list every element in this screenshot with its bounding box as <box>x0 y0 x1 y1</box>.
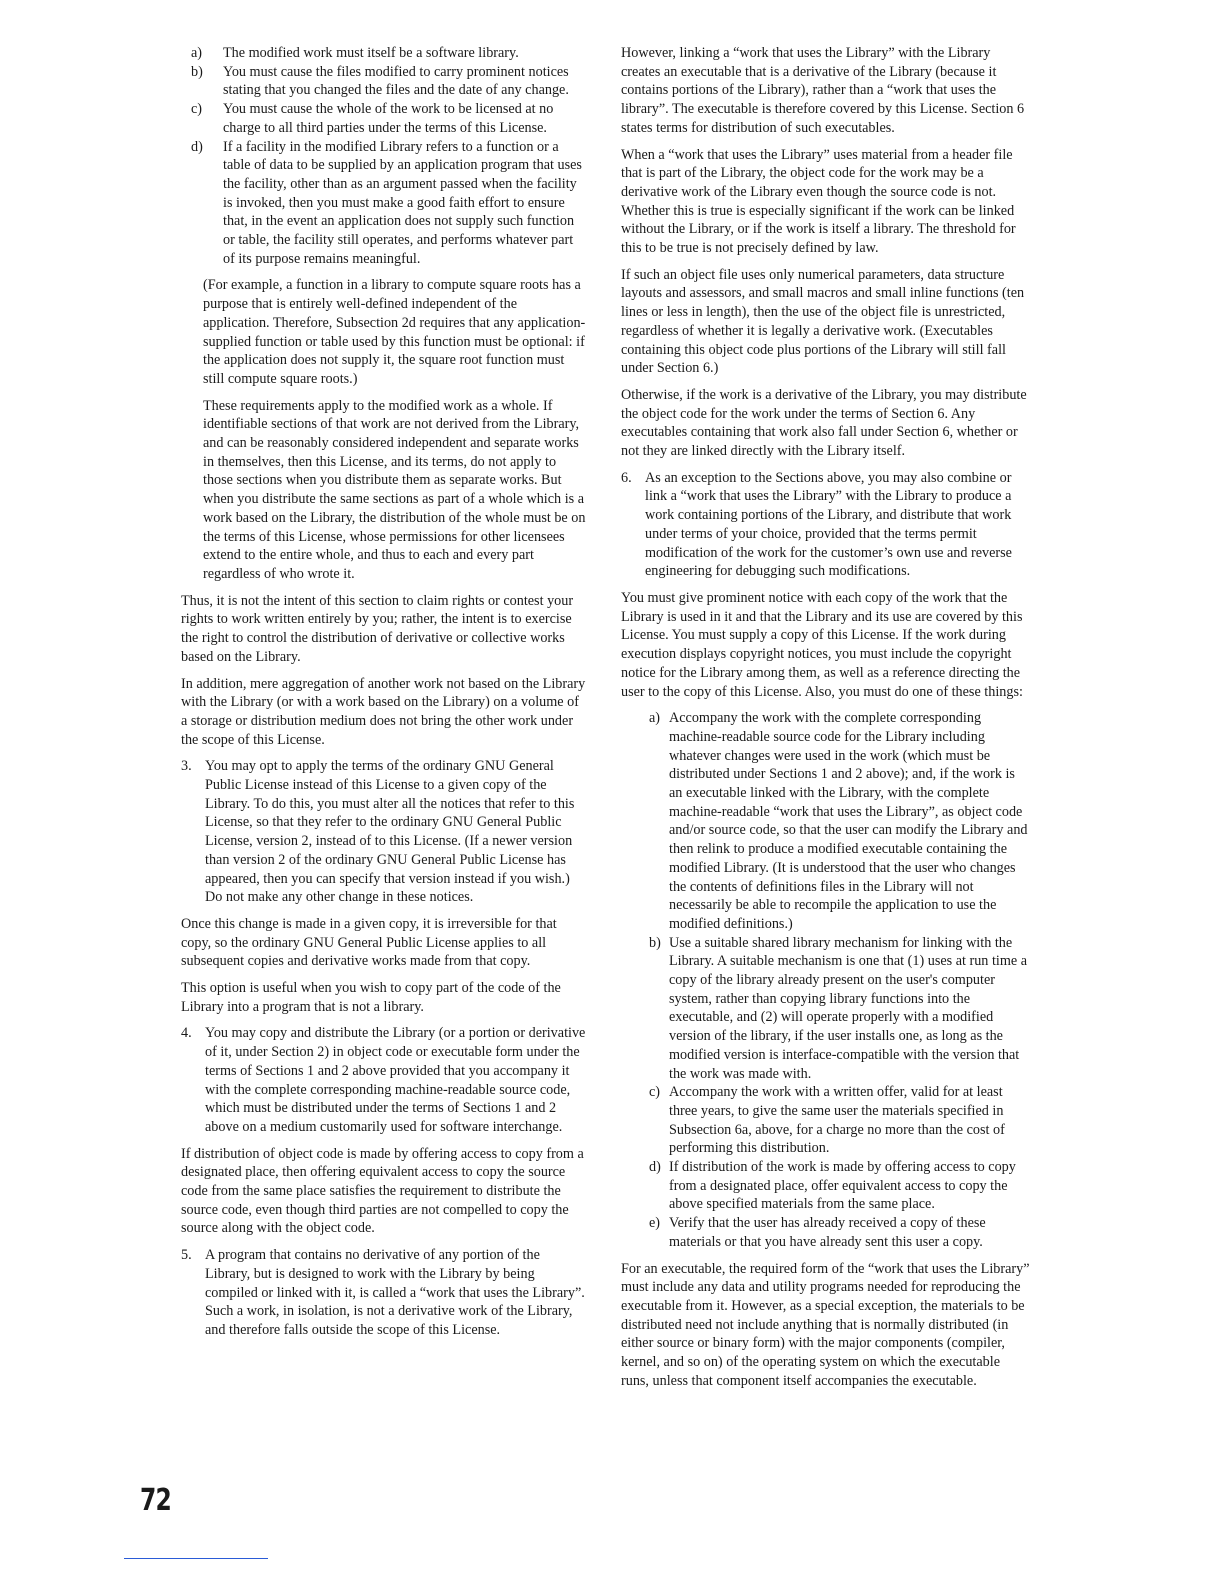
footer-rule <box>124 1558 268 1559</box>
section-4-list <box>181 1024 586 1136</box>
section-6-list <box>621 469 1031 581</box>
list-item-text: If a facility in the modified Library refers to a function or a table of data to be supplied by an application program that uses the facility, other than as an argument passed when the facility is invoked, then you must make a good faith effort to ensure that, in the event an application does not supply such function or table, the facility still operates, and performs whatever part of its purpose remains meaningful. <box>223 138 582 267</box>
list-item-text: Use a suitable shared library mechanism for linking with the Library. A suitable mechanism is one that (1) uses at run time a copy of the library already present on the user's computer system, rather than copying library functions into the executable, and (2) will operate properly with a modified version of the library, if the user installs one, as long as the modified version is interface-compatible with the version that the work was made with. <box>669 934 1028 1082</box>
list-marker: b) <box>649 934 661 951</box>
section-number: 6. <box>621 469 632 486</box>
list-marker: a) <box>191 45 203 61</box>
notice-paragraph: You must give prominent notice with each copy of the work that the Library is used in it and that the Library and its use are covered by this License. You must supply a copy of this License. If the work during execution displays copyright notices, you must include the copyright notice for the Library among them, as well as a reference directing the user to the copy of this License. Also, you must do one of these things: <box>621 589 1023 700</box>
list-item <box>621 1214 1031 1251</box>
list-item <box>181 63 586 100</box>
distribution-paragraph: If distribution of object code is made by offering access to copy from a designated place, then offering equivalent access to copy the source code from the same place satisfies the requirement to distribute the source code, even though third parties are not compelled to copy the source along with the object code. <box>181 1145 584 1237</box>
section-text: You may opt to apply the terms of the ordinary GNU General Public License instead of this License to a given copy of the Library. To do this, you must alter all the notices that refer to this License, so that they refer to the ordinary GNU General Public License, version 2, instead of to this License. (If a newer version than version 2 of the ordinary GNU General Public License has appeared, then you can specify that version instead if you wish.) Do not make any other change in these notices. <box>205 758 575 906</box>
header-file-paragraph: When a “work that uses the Library” uses material from a header file that is part of the Library, the object code for the work may be a derivative work of the Library even though the source code is not. Whether this is true is especially significant if the work can be linked without the Library, or if the work is itself a library. The threshold for this to be true is not precisely defined by law. <box>621 146 1016 257</box>
list-item <box>181 44 586 63</box>
section-number: 4. <box>181 1025 192 1042</box>
list-marker: d) <box>191 138 203 155</box>
list-item <box>621 1083 1031 1158</box>
conditions-list <box>181 44 586 268</box>
section-text: You may copy and distribute the Library (or a portion or derivative of it, under Section 2) in object code or executable form under the terms of Sections 1 and 2 above provided that you accompany it with the complete corresponding machine-readable source code, which must be distributed under the terms of Sections 1 and 2 above on a medium customarily used for software interchange. <box>205 1025 586 1135</box>
section-3-list <box>181 757 586 907</box>
list-item <box>621 1158 1031 1214</box>
list-item-text: You must cause the files modified to carry prominent notices stating that you changed the files and the date of any change. <box>223 63 569 99</box>
section-item-6 <box>621 469 1031 581</box>
aggregation-paragraph: In addition, mere aggregation of another work not based on the Library with the Library (or with a work based on the Library) on a volume of a storage or distribution medium does not bring the other work under the scope of this License. <box>181 675 586 748</box>
section-number: 5. <box>181 1247 192 1264</box>
irreversible-paragraph: Once this change is made in a given copy, it is irreversible for that copy, so the ordinary GNU General Public License applies to all subsequent copies and derivative works made from that copy. <box>181 915 557 970</box>
page-number: 72 <box>140 1483 172 1518</box>
list-marker: d) <box>649 1159 661 1176</box>
list-item <box>621 709 1031 933</box>
options-list <box>621 709 1031 1251</box>
list-item-text: If distribution of the work is made by offering access to copy from a designated place, offer equivalent access to copy the above specified materials from the same place. <box>669 1159 1016 1213</box>
list-item-text: The modified work must itself be a software library. <box>223 45 519 61</box>
list-item <box>181 100 586 137</box>
section-item-4 <box>181 1024 586 1136</box>
list-item <box>621 934 1031 1084</box>
right-column <box>621 44 1031 1399</box>
section-item-3 <box>181 757 586 907</box>
requirements-paragraph: These requirements apply to the modified work as a whole. If identifiable sections of that work are not derived from the Library, and can be reasonably considered independent and separate works in themselves, then this License, and its terms, do not apply to those sections when you distribute them as separate works. But when you distribute the same sections as part of a whole which is a work based on the Library, the distribution of the whole must be on the terms of this License, whose permissions for other licensees extend to the entire whole, and thus to each and every part regardless of who wrote it. <box>203 397 586 582</box>
object-file-paragraph: If such an object file uses only numerical parameters, data structure layouts and assessors, and small macros and small inline functions (ten lines or less in length), then the use of the object file is unrestricted, regardless of whether it is legally a derivative work. (Executables containing this object code plus portions of the Library will still fall under Section 6.) <box>621 266 1025 377</box>
left-column <box>181 44 586 1348</box>
list-marker: e) <box>649 1215 661 1232</box>
section-5-list <box>181 1246 586 1340</box>
list-marker: c) <box>191 101 203 118</box>
linking-paragraph: However, linking a “work that uses the Library” with the Library creates an executable that is a derivative of the Library (because it contains portions of the Library), rather than a “work that uses the library”. The executable is therefore covered by this License. Section 6 states terms for distribution of such executables. <box>621 45 1025 136</box>
list-item-text: Verify that the user has already received a copy of these materials or that you have already sent this user a copy. <box>669 1215 986 1250</box>
intent-paragraph: Thus, it is not the intent of this section to claim rights or contest your rights to work written entirely by you; rather, the intent is to exercise the right to control the distribution of derivative or collective works based on the Library. <box>181 592 574 665</box>
example-paragraph: (For example, a function in a library to compute square roots has a purpose that is entirely well-defined independent of the application. Therefore, Subsection 2d requires that any application-supplied function or table used by this function must be optional: if the application does not supply it, the square root function must still compute square roots.) <box>203 277 586 387</box>
section-item-5 <box>181 1246 586 1340</box>
section-number: 3. <box>181 758 192 775</box>
option-paragraph: This option is useful when you wish to copy part of the code of the Library into a program that is not a library. <box>181 980 561 1015</box>
list-item-text: You must cause the whole of the work to be licensed at no charge to all third parties under the terms of this License. <box>223 101 554 136</box>
section-text: A program that contains no derivative of any portion of the Library, but is designed to work with the Library by being compiled or linked with it, is called a “work that uses the Library”. Such a work, in isolation, is not a derivative work of the Library, and therefore falls outside the scope of this License. <box>205 1247 585 1338</box>
list-marker: b) <box>191 63 203 80</box>
list-item-text: Accompany the work with a written offer, valid for at least three years, to give the same user the materials specified in Subsection 6a, above, for a charge no more than the cost of performing this distribution. <box>669 1084 1005 1157</box>
section-text: As an exception to the Sections above, you may also combine or link a “work that uses the Library” with the Library to produce a work containing portions of the Library, and distribute that work under terms of your choice, provided that the terms permit modification of the work for the customer’s own use and reverse engineering for debugging such modifications. <box>645 469 1012 580</box>
list-marker: c) <box>649 1084 661 1101</box>
executable-paragraph: For an executable, the required form of the “work that uses the Library” must include any data and utility programs needed for reproducing the executable from it. However, as a special exception, the materials to be distributed need not include anything that is normally distributed (in either source or binary form) with the major components (compiler, kernel, and so on) of the operating system on which the executable runs, unless that component itself accompanies the executable. <box>621 1260 1030 1389</box>
otherwise-paragraph: Otherwise, if the work is a derivative of the Library, you may distribute the object code for the work under the terms of Section 6. Any executables containing that work also fall under Section 6, whether or not they are linked directly with the Library itself. <box>621 386 1027 460</box>
list-item <box>181 138 586 269</box>
list-item-text: Accompany the work with the complete corresponding machine-readable source code for the Library including whatever changes were used in the work (which must be distributed under Sections 1 and 2 above); and, if the work is an executable linked with the Library, with the complete machine-readable “work that uses the Library”, as object code and/or source code, so that the user can modify the Library and then relink to produce a modified executable containing the modified Library. (It is understood that the user who changes the contents of definitions files in the Library will not necessarily be able to recompile the application to use the modified definitions.) <box>669 710 1028 932</box>
list-marker: a) <box>649 710 661 727</box>
